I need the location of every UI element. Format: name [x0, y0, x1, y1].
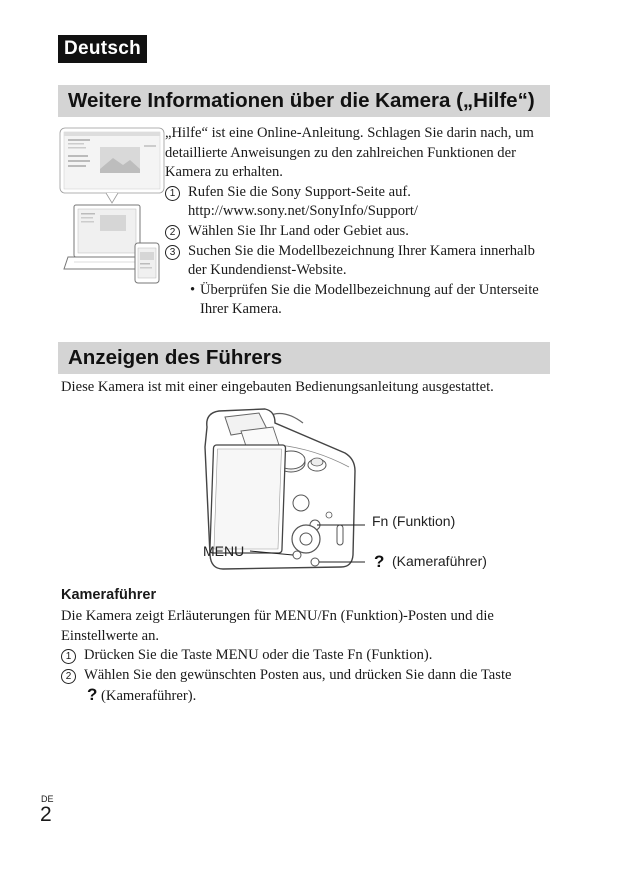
section-heading-help: Weitere Informationen über die Kamera („Hilfe“) [58, 85, 550, 117]
step-number-badge: 2 [165, 225, 180, 240]
fn-button-label: Fn (Funktion) [372, 513, 456, 529]
help-bullet-text: Überprüfen Sie die Modellbezeichnung auf der Unterseite Ihrer Kamera. [200, 281, 539, 318]
bullet-dot: • [190, 281, 196, 298]
help-step-1-text: Rufen Sie die Sony Support-Seite auf. [188, 183, 411, 200]
help-step-1 [165, 183, 555, 222]
step-number-badge: 3 [165, 245, 180, 260]
guide-help-icon: ? [87, 685, 98, 705]
language-code: DE [41, 794, 54, 804]
help-guide-device-illustration [58, 125, 166, 295]
help-intro-text: „Hilfe“ ist eine Online-Anleitung. Schlagen Sie darin nach, um detaillierte Anweisungen zu den zahlreichen Funktionen der Kamera zu erhalten. [165, 125, 534, 181]
guide-step-2 [61, 666, 551, 707]
support-url: http://www.sony.net/SonyInfo/Support/ [188, 203, 418, 220]
page-number: 2 [40, 803, 52, 826]
guide-intro-text: Diese Kamera ist mit einer eingebauten Bedienungsanleitung ausgestattet. [61, 379, 494, 395]
guide-step-1 [61, 646, 551, 666]
guide-step-2-text: Wählen Sie den gewünschten Posten aus, und drücken Sie dann die Taste [84, 666, 512, 683]
help-step-3-text: Suchen Sie die Modellbezeichnung Ihrer Kamera innerhalb der Kundendienst-Website. [188, 242, 535, 279]
language-badge: Deutsch [58, 35, 147, 63]
step-number-badge: 1 [165, 186, 180, 201]
help-step-2-text: Wählen Sie Ihr Land oder Gebiet aus. [188, 222, 409, 239]
camera-guide-description: Die Kamera zeigt Erläuterungen für MENU/Fn (Funktion)-Posten und die Einstellwerte an. [61, 608, 494, 644]
guide-help-icon: ? [374, 552, 385, 571]
guide-step-2-tail: (Kameraführer). [101, 688, 197, 705]
guide-button-label: (Kameraführer) [392, 553, 487, 569]
menu-button-label: MENU [203, 543, 245, 559]
camera-guide-subheading: Kameraführer [61, 587, 157, 603]
step-number-badge: 1 [61, 649, 76, 664]
guide-step-1-text: Drücken Sie die Taste MENU oder die Taste Fn (Funktion). [84, 647, 433, 664]
help-step-2 [165, 222, 555, 242]
section-heading-guide: Anzeigen des Führers [58, 342, 550, 374]
help-bullet-note [165, 281, 555, 320]
step-number-badge: 2 [61, 669, 76, 684]
help-step-3 [165, 242, 555, 281]
